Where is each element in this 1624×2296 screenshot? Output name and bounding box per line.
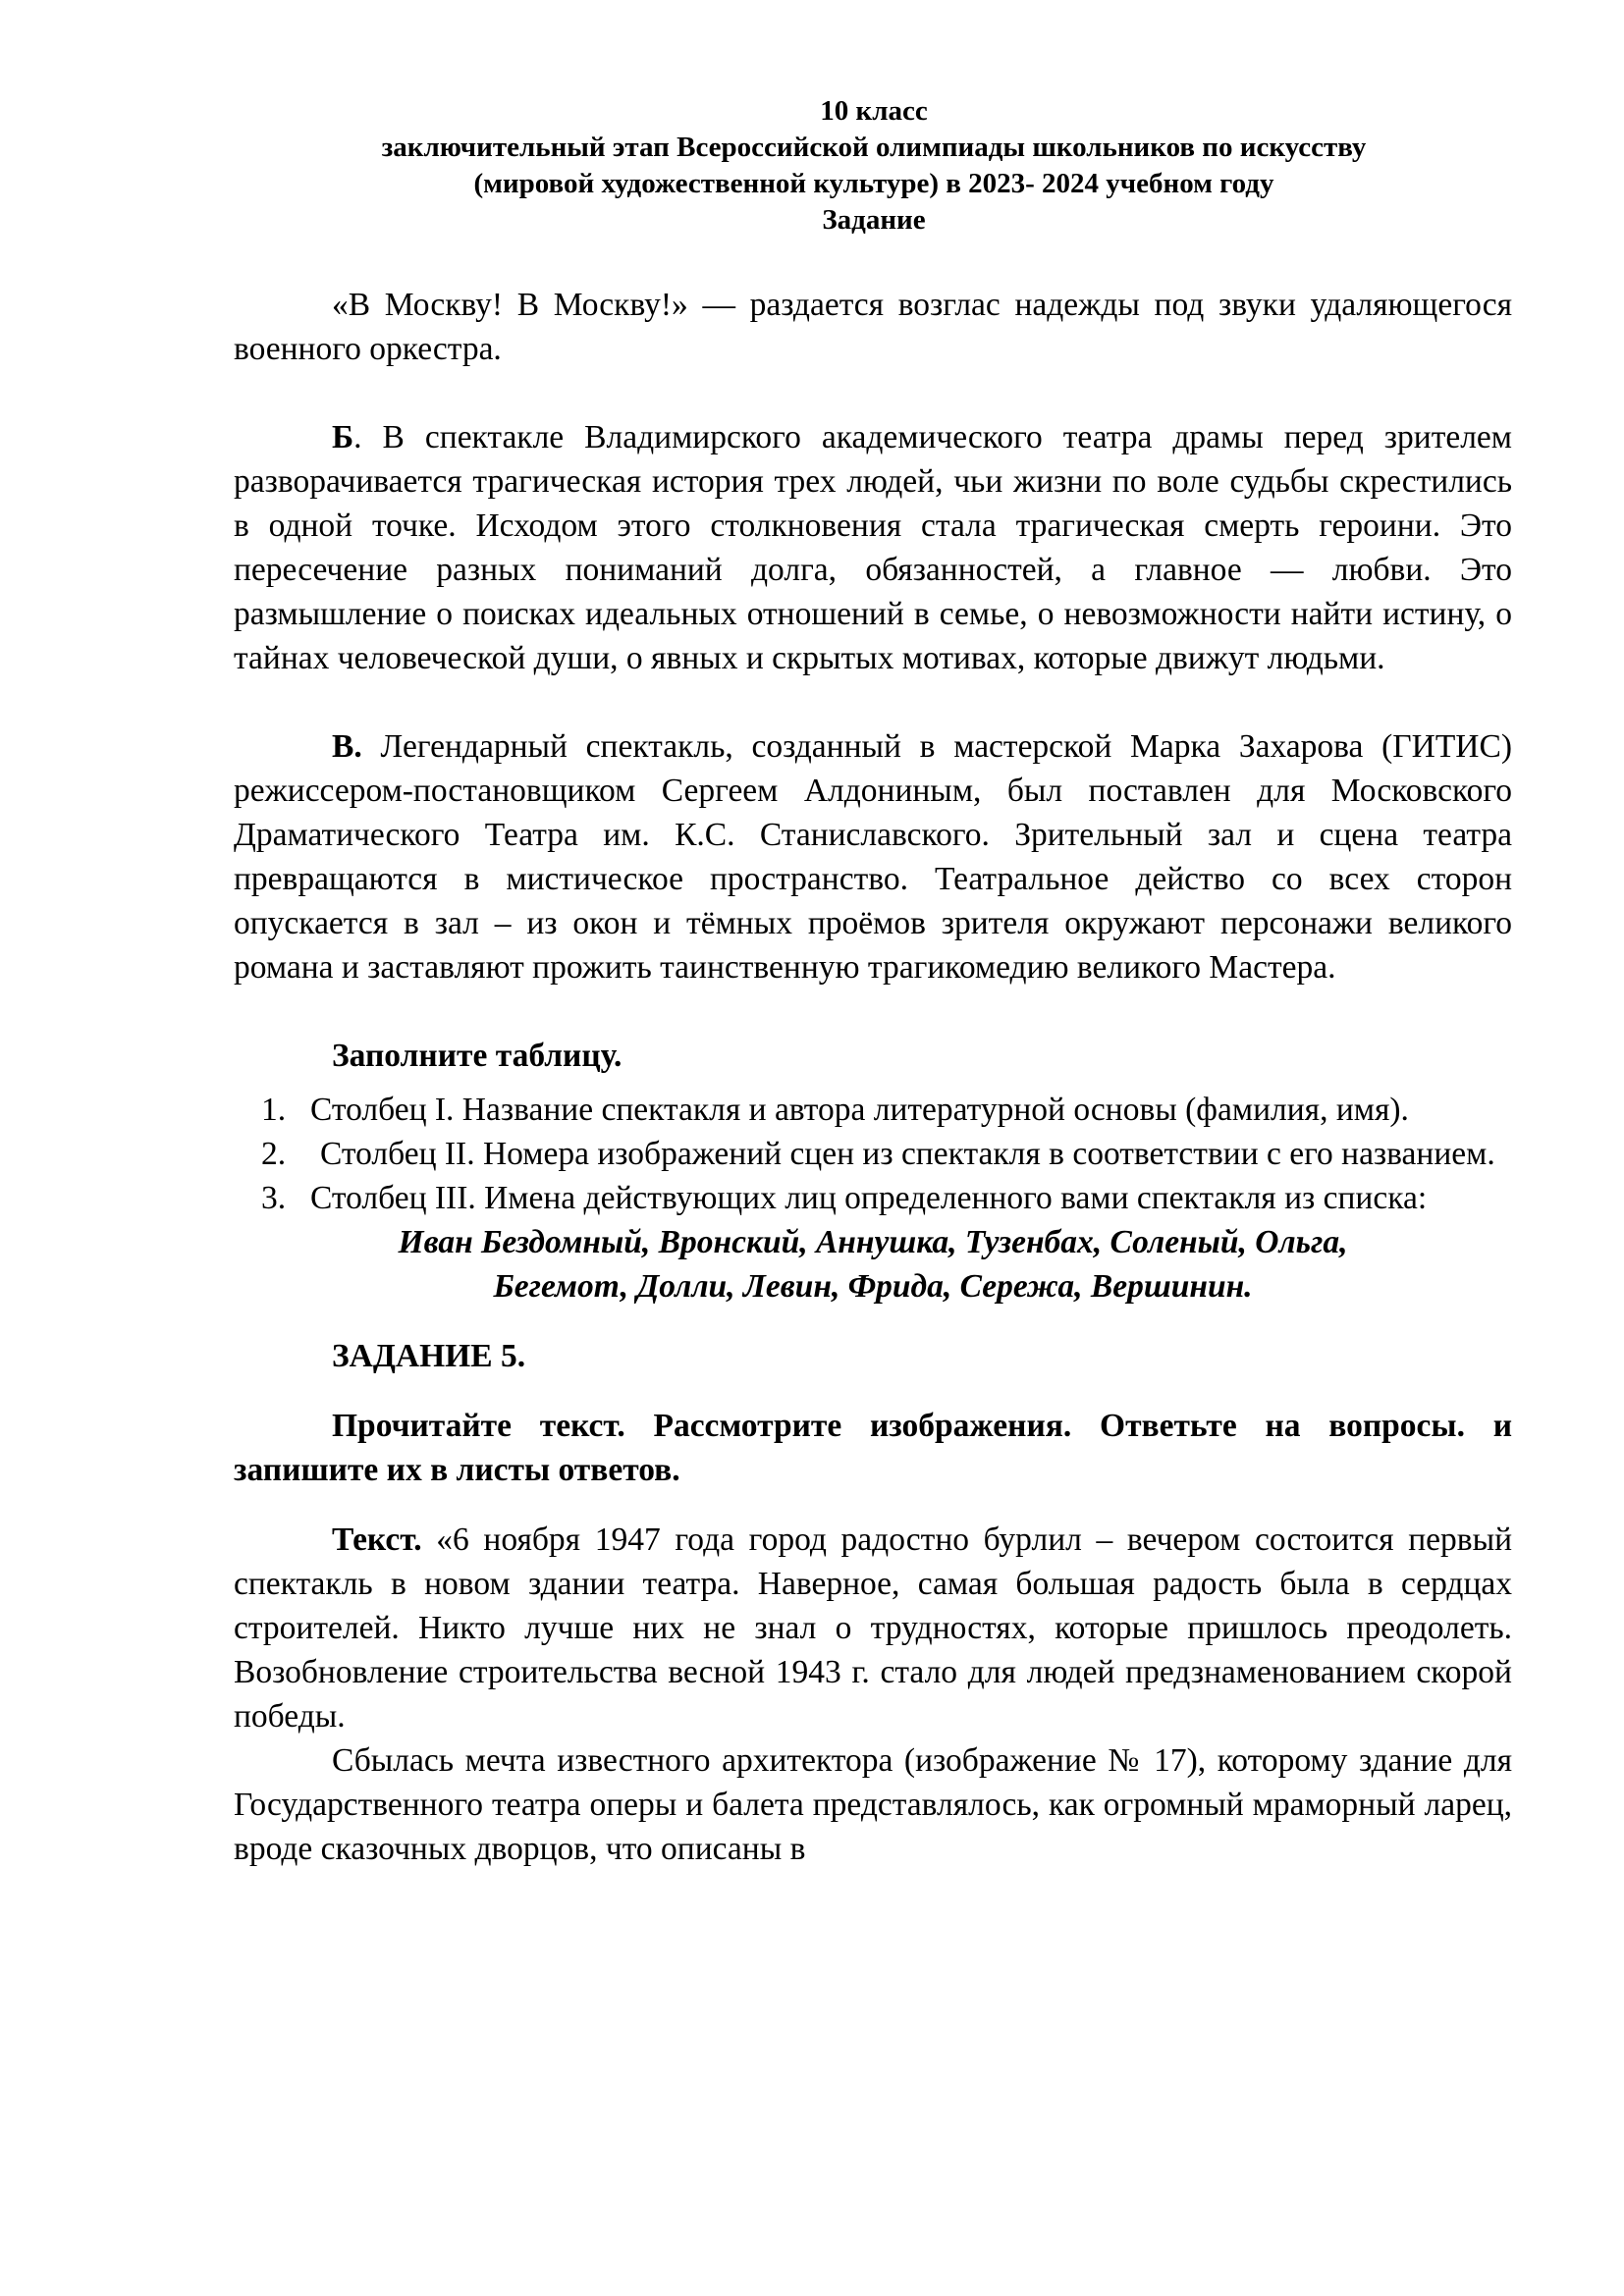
task5-text-body-1: «6 ноября 1947 года город радостно бурлил – вечером состоится первый спектакль в новом здании театра. Наверное, самая большая радость была в сердцах строителей. Никто лучше них не знал о трудностях, которые пришлось преодолеть. Возобновление строительства весной 1943 г. стало для людей предзнаменованием скорой победы. [234, 1522, 1512, 1735]
list-item [234, 1176, 1512, 1220]
paragraph-b [234, 415, 1512, 680]
list-item-number: 2. [261, 1136, 287, 1172]
task5-title: ЗАДАНИЕ 5. [332, 1338, 526, 1374]
task5-text-label: Текст. [332, 1522, 422, 1558]
list-item [234, 1088, 1512, 1132]
character-names-line-2: Бегемот, Долли, Левин, Фрида, Сережа, Вершинин. [493, 1268, 1253, 1305]
table-task-list [234, 1088, 1512, 1220]
paragraph-v-label: В. [332, 728, 362, 765]
header-grade: 10 класс [820, 95, 928, 127]
header-olympiad-subtitle: (мировой художественной культуре) в 2023- 2024 учебном году [473, 168, 1274, 199]
task5-text-paragraph-1 [234, 1518, 1512, 1738]
character-names [234, 1220, 1512, 1308]
list-item-text: Столбец III. Имена действующих лиц определенного вами спектакля из списка: [310, 1180, 1428, 1216]
list-item-text: Столбец I. Название спектакля и автора литературной основы (фамилия, имя). [310, 1092, 1409, 1128]
paragraph-v [234, 724, 1512, 989]
paragraph-b-label: Б [332, 419, 354, 455]
header-olympiad-title: заключительный этап Всероссийской олимпиады школьников по искусству [381, 132, 1367, 163]
document-body [234, 283, 1512, 1871]
document-header [236, 93, 1512, 239]
list-item-number: 3. [261, 1180, 287, 1216]
task5-instruction: Прочитайте текст. Рассмотрите изображения. Ответьте на вопросы. и запишите их в листы ответов. [234, 1408, 1512, 1488]
paragraph-b-text: . В спектакле Владимирского академического театра драмы перед зрителем разворачивается трагическая история трех людей, чьи жизни по воле судьбы скрестились в одной точке. Исходом этого столкновения стала трагическая смерть героини. Это пересечение разных пониманий долга, обязанностей, а главное — любви. Это размышление о поисках идеальных отношений в семье, о невозможности найти истину, о тайнах человеческой души, о явных и скрытых мотивах, которые движут людьми. [234, 419, 1512, 676]
list-item-number: 1. [261, 1092, 287, 1128]
task5-text-paragraph-2: Сбылась мечта известного архитектора (изображение № 17), которому здание для Государственного театра оперы и балета представлялось, как огромный мраморный ларец, вроде сказочных дворцов, что описаны в [234, 1742, 1512, 1867]
header-task: Задание [822, 204, 926, 236]
list-item-text: Столбец II. Номера изображений сцен из спектакля в соответствии с его названием. [320, 1136, 1495, 1172]
paragraph-v-text: Легендарный спектакль, созданный в мастерской Марка Захарова (ГИТИС) режиссером-постановщиком Сергеем Алдониным, был поставлен для Московского Драматического Театра им. К.С. Станиславского. Зрительный зал и сцена театра превращаются в мистическое пространство. Театральное действо со всех сторон опускается в зал – из окон и тёмных проёмов зрителя окружают персонажи великого романа и заставляют прожить таинственную трагикомедию великого Мастера. [234, 728, 1512, 986]
table-task-heading: Заполните таблицу. [332, 1038, 623, 1074]
intro-paragraph: «В Москву! В Москву!» — раздается возглас надежды под звуки удаляющегося военного оркестра. [234, 287, 1512, 367]
list-item [234, 1132, 1512, 1176]
character-names-line-1: Иван Бездомный, Вронский, Аннушка, Тузенбах, Соленый, Ольга, [398, 1224, 1348, 1260]
